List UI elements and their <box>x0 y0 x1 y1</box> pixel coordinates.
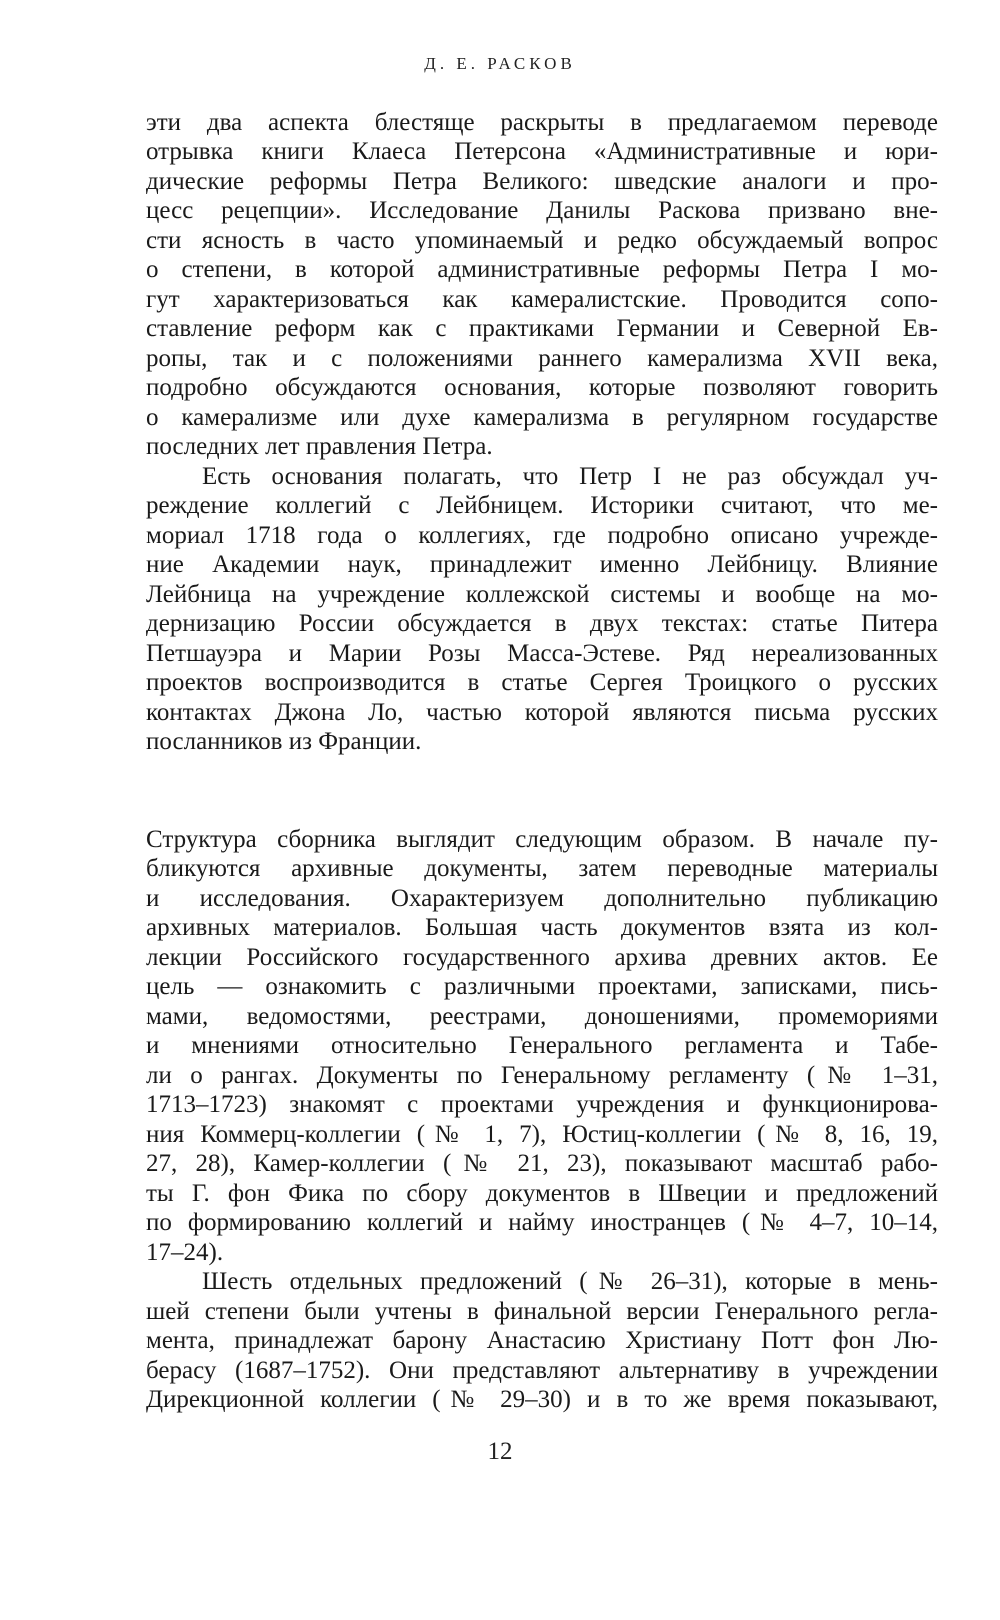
text-line: Дирекционной коллегии (№ 29–30) и в то же время показывают, <box>146 1386 938 1413</box>
text-line: цесс рецепции». Исследование Данилы Раскова призвано вне- <box>146 197 938 224</box>
text-line: посланников из Франции. <box>146 728 422 755</box>
text-line: ние Академии наук, принадлежит именно Лейбницу. Влияние <box>146 551 938 578</box>
text-line: ропы, так и с положениями раннего камерализма XVII века, <box>146 345 938 372</box>
text-line: о степени, в которой административные реформы Петра I мо- <box>146 256 938 283</box>
text-line: отрывка книги Клаеса Петерсона «Административные и юри- <box>146 138 938 165</box>
text-line: контактах Джона Ло, частью которой являются письма русских <box>146 699 938 726</box>
text-line: мента, принадлежат барону Анастасию Христиану Потт фон Лю- <box>146 1327 938 1354</box>
text-line: и мнениями относительно Генерального регламента и Табе- <box>146 1032 938 1059</box>
text-line: бликуются архивные документы, затем переводные материалы <box>146 855 938 882</box>
text-line: сти ясность в часто упоминаемый и редко обсуждаемый вопрос <box>146 227 938 254</box>
text-line: Лейбница на учреждение коллежской системы и вообще на мо- <box>146 581 938 608</box>
text-line: мориал 1718 года о коллегиях, где подробно описано учрежде- <box>146 522 938 549</box>
text-line: ли о рангах. Документы по Генеральному регламенту (№ 1–31, <box>146 1062 938 1089</box>
text-line: по формированию коллегий и найму иностранцев (№ 4–7, 10–14, <box>146 1209 938 1236</box>
text-line: 1713–1723) знакомят с проектами учреждения и функционирова- <box>146 1091 938 1118</box>
text-line: последних лет правления Петра. <box>146 433 493 460</box>
page-number: 12 <box>487 1438 513 1465</box>
text-line: гут характеризоваться как камералистские. Проводится сопо- <box>146 286 938 313</box>
text-line: Есть основания полагать, что Петр I не раз обсуждал уч- <box>202 463 938 490</box>
text-line: шей степени были учтены в финальной версии Генерального регла- <box>146 1298 938 1325</box>
running-head: Д. Е. РАСКОВ <box>424 54 576 73</box>
text-line: о камерализме или духе камерализма в регулярном государстве <box>146 404 938 431</box>
text-line: архивных материалов. Большая часть документов взята из кол- <box>146 914 938 941</box>
text-line: подробно обсуждаются основания, которые позволяют говорить <box>146 374 938 401</box>
text-line: реждение коллегий с Лейбницем. Историки считают, что ме- <box>146 492 938 519</box>
text-line: ния Коммерц-коллегии (№ 1, 7), Юстиц-коллегии (№ 8, 16, 19, <box>146 1121 938 1148</box>
text-line: и исследования. Охарактеризуем дополнительно публикацию <box>146 885 938 912</box>
body-text <box>146 108 938 1428</box>
text-line: 17–24). <box>146 1239 224 1266</box>
text-line: дические реформы Петра Великого: шведские аналоги и про- <box>146 168 938 195</box>
text-line: Структура сборника выглядит следующим образом. В начале пу- <box>146 826 938 853</box>
text-line: дернизацию России обсуждается в двух текстах: статье Питера <box>146 610 938 637</box>
text-line: цель — ознакомить с различными проектами, записками, пись- <box>146 973 938 1000</box>
text-line: Петшауэра и Марии Розы Масса-Эстеве. Ряд нереализованных <box>146 640 938 667</box>
text-line: 27, 28), Камер-коллегии (№ 21, 23), показывают масштаб рабо- <box>146 1150 938 1177</box>
text-line: лекции Российского государственного архива древних актов. Ее <box>146 944 938 971</box>
text-line: мами, ведомостями, реестрами, доношениями, промемориями <box>146 1003 938 1030</box>
text-line: берасу (1687–1752). Они представляют альтернативу в учреждении <box>146 1357 938 1384</box>
text-line: эти два аспекта блестяще раскрыты в предлагаемом переводе <box>146 109 938 136</box>
text-line: ты Г. фон Фика по сбору документов в Швеции и предложений <box>146 1180 938 1207</box>
text-line: проектов воспроизводится в статье Сергея Троицкого о русских <box>146 669 938 696</box>
text-line: ставление реформ как с практиками Германии и Северной Ев- <box>146 315 938 342</box>
text-line: Шесть отдельных предложений (№ 26–31), которые в мень- <box>202 1268 938 1295</box>
